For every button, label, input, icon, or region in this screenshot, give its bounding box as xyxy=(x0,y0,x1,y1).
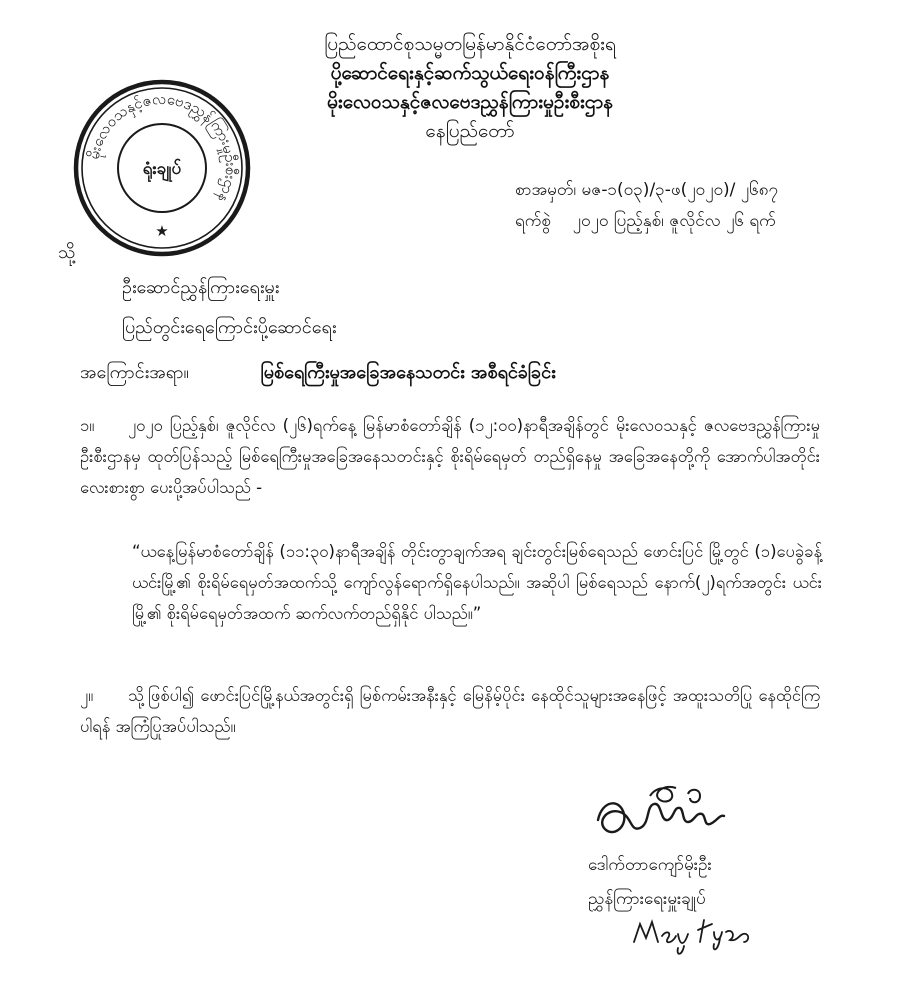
paragraph-1 xyxy=(80,410,820,503)
reference-block xyxy=(515,175,885,237)
paragraph-2-number: ၂။ xyxy=(80,686,94,705)
handwritten-signature xyxy=(590,778,740,848)
seal-center-text: ရုံးချုပ် xyxy=(142,159,182,179)
signer-name: ဒေါက်တာကျော်မိုးဦး xyxy=(588,855,712,875)
handwritten-initials xyxy=(628,902,758,962)
to-label: သို့ xyxy=(58,242,76,263)
letterhead xyxy=(250,30,690,146)
reference-label: စာအမှတ်၊ xyxy=(515,180,577,200)
subject-label: အကြောင်းအရာ။ xyxy=(80,362,189,383)
paragraph-1-text: ၂၀၂၀ ပြည့်နှစ်၊ ဇူလိုင်လ (၂၆)ရက်နေ့ မြန်မာစံတော်ချိန် (၁၂:၀၀)နာရီအချိန်တွင် မိုးလေဝသနှင့် ဇလဗေဒညွှန်ကြားမှုဦးစီးဌာနမှ ထုတ်ပြန်သည့် မြစ်ရေကြီးမှုအခြေအနေသတင်းနှင့် စိုးရိမ်ရေမှတ် တည်ရှိနေမှု အခြေအနေတို့ကို အောက်ပါအတိုင်း လေးစားစွာ ပေးပို့အပ်ပါသည် - xyxy=(80,416,820,497)
recipient-organization: ပြည်တွင်းရေကြောင်းပို့ဆောင်ရေး xyxy=(122,317,337,338)
office-seal xyxy=(70,76,254,260)
header-city: နေပြည်တော် xyxy=(425,120,515,142)
date-label: ရက်စွဲ xyxy=(515,211,551,231)
date-value: ၂၀၂၀ ပြည့်နှစ်၊ ဇူလိုင်လ ၂၆ ရက် xyxy=(572,211,776,231)
reference-value: မဇ-၁(၀၃)/၃-ဖ(၂၀၂၀)/ ၂၆၈၇ xyxy=(581,180,778,200)
seal-ring-text: မိုးလေဝသနှင့်ဇလဗေဒညွှန်ကြားမှုဦးစီးဌာန xyxy=(84,89,241,206)
subject-value: မြစ်ရေကြီးမှုအခြေအနေသတင်း အစီရင်ခံခြင်း xyxy=(260,362,556,383)
header-government: ပြည်ထောင်စုသမ္မတမြန်မာနိုင်ငံတော်အစိုးရ xyxy=(324,33,616,55)
seal-star: ★ xyxy=(155,222,169,240)
paragraph-2 xyxy=(80,680,820,742)
recipient-title: ဦးဆောင်ညွှန်ကြားရေးမှူး xyxy=(122,277,280,298)
date-line xyxy=(515,206,885,237)
subject-line xyxy=(80,360,556,387)
paragraph-2-text: သို့ဖြစ်ပါ၍ ဖောင်းပြင်မြို့နယ်အတွင်းရှိ မြစ်ကမ်းအနီးနှင့် မြေနိမ့်ပိုင်း နေထိုင်သူများအနေဖြင့် အထူးသတိပြု နေထိုင်ကြပါရန် အကြံပြုအပ်ပါသည်။ xyxy=(80,686,820,736)
reference-number-line xyxy=(515,175,885,206)
header-department: မိုးလေဝသနှင့်ဇလဗေဒညွှန်ကြားမှုဦးစီးဌာန xyxy=(327,91,613,113)
recipient-block xyxy=(122,268,336,348)
quoted-bulletin: “ယနေ့မြန်မာစံတော်ချိန် (၁၁:၃၀)နာရီအချိန် တိုင်းတွာချက်အရ ချင်းတွင်းမြစ်ရေသည် ဖောင်းပြင် မြို့တွင် (၁)ပေခွဲခန့် ယင်းမြို့၏ စိုးရိမ်ရေမှတ်အထက်သို့ ကျော်လွန်ရောက်ရှိနေပါသည်။ အဆိုပါ မြစ်ရေသည် နောက်(၂)ရက်အတွင်း ယင်းမြို့၏ စိုးရိမ်ရေမှတ်အထက် ဆက်လက်တည်ရှိနိုင် ပါသည်။” xyxy=(132,542,822,623)
paragraph-1-number: ၁။ xyxy=(80,416,95,435)
signer-title: ညွှန်ကြားရေးမှူးချုပ် xyxy=(588,889,706,909)
header-ministry: ပို့ဆောင်ရေးနှင့်ဆက်သွယ်ရေးဝန်ကြီးဌာန xyxy=(330,62,610,84)
